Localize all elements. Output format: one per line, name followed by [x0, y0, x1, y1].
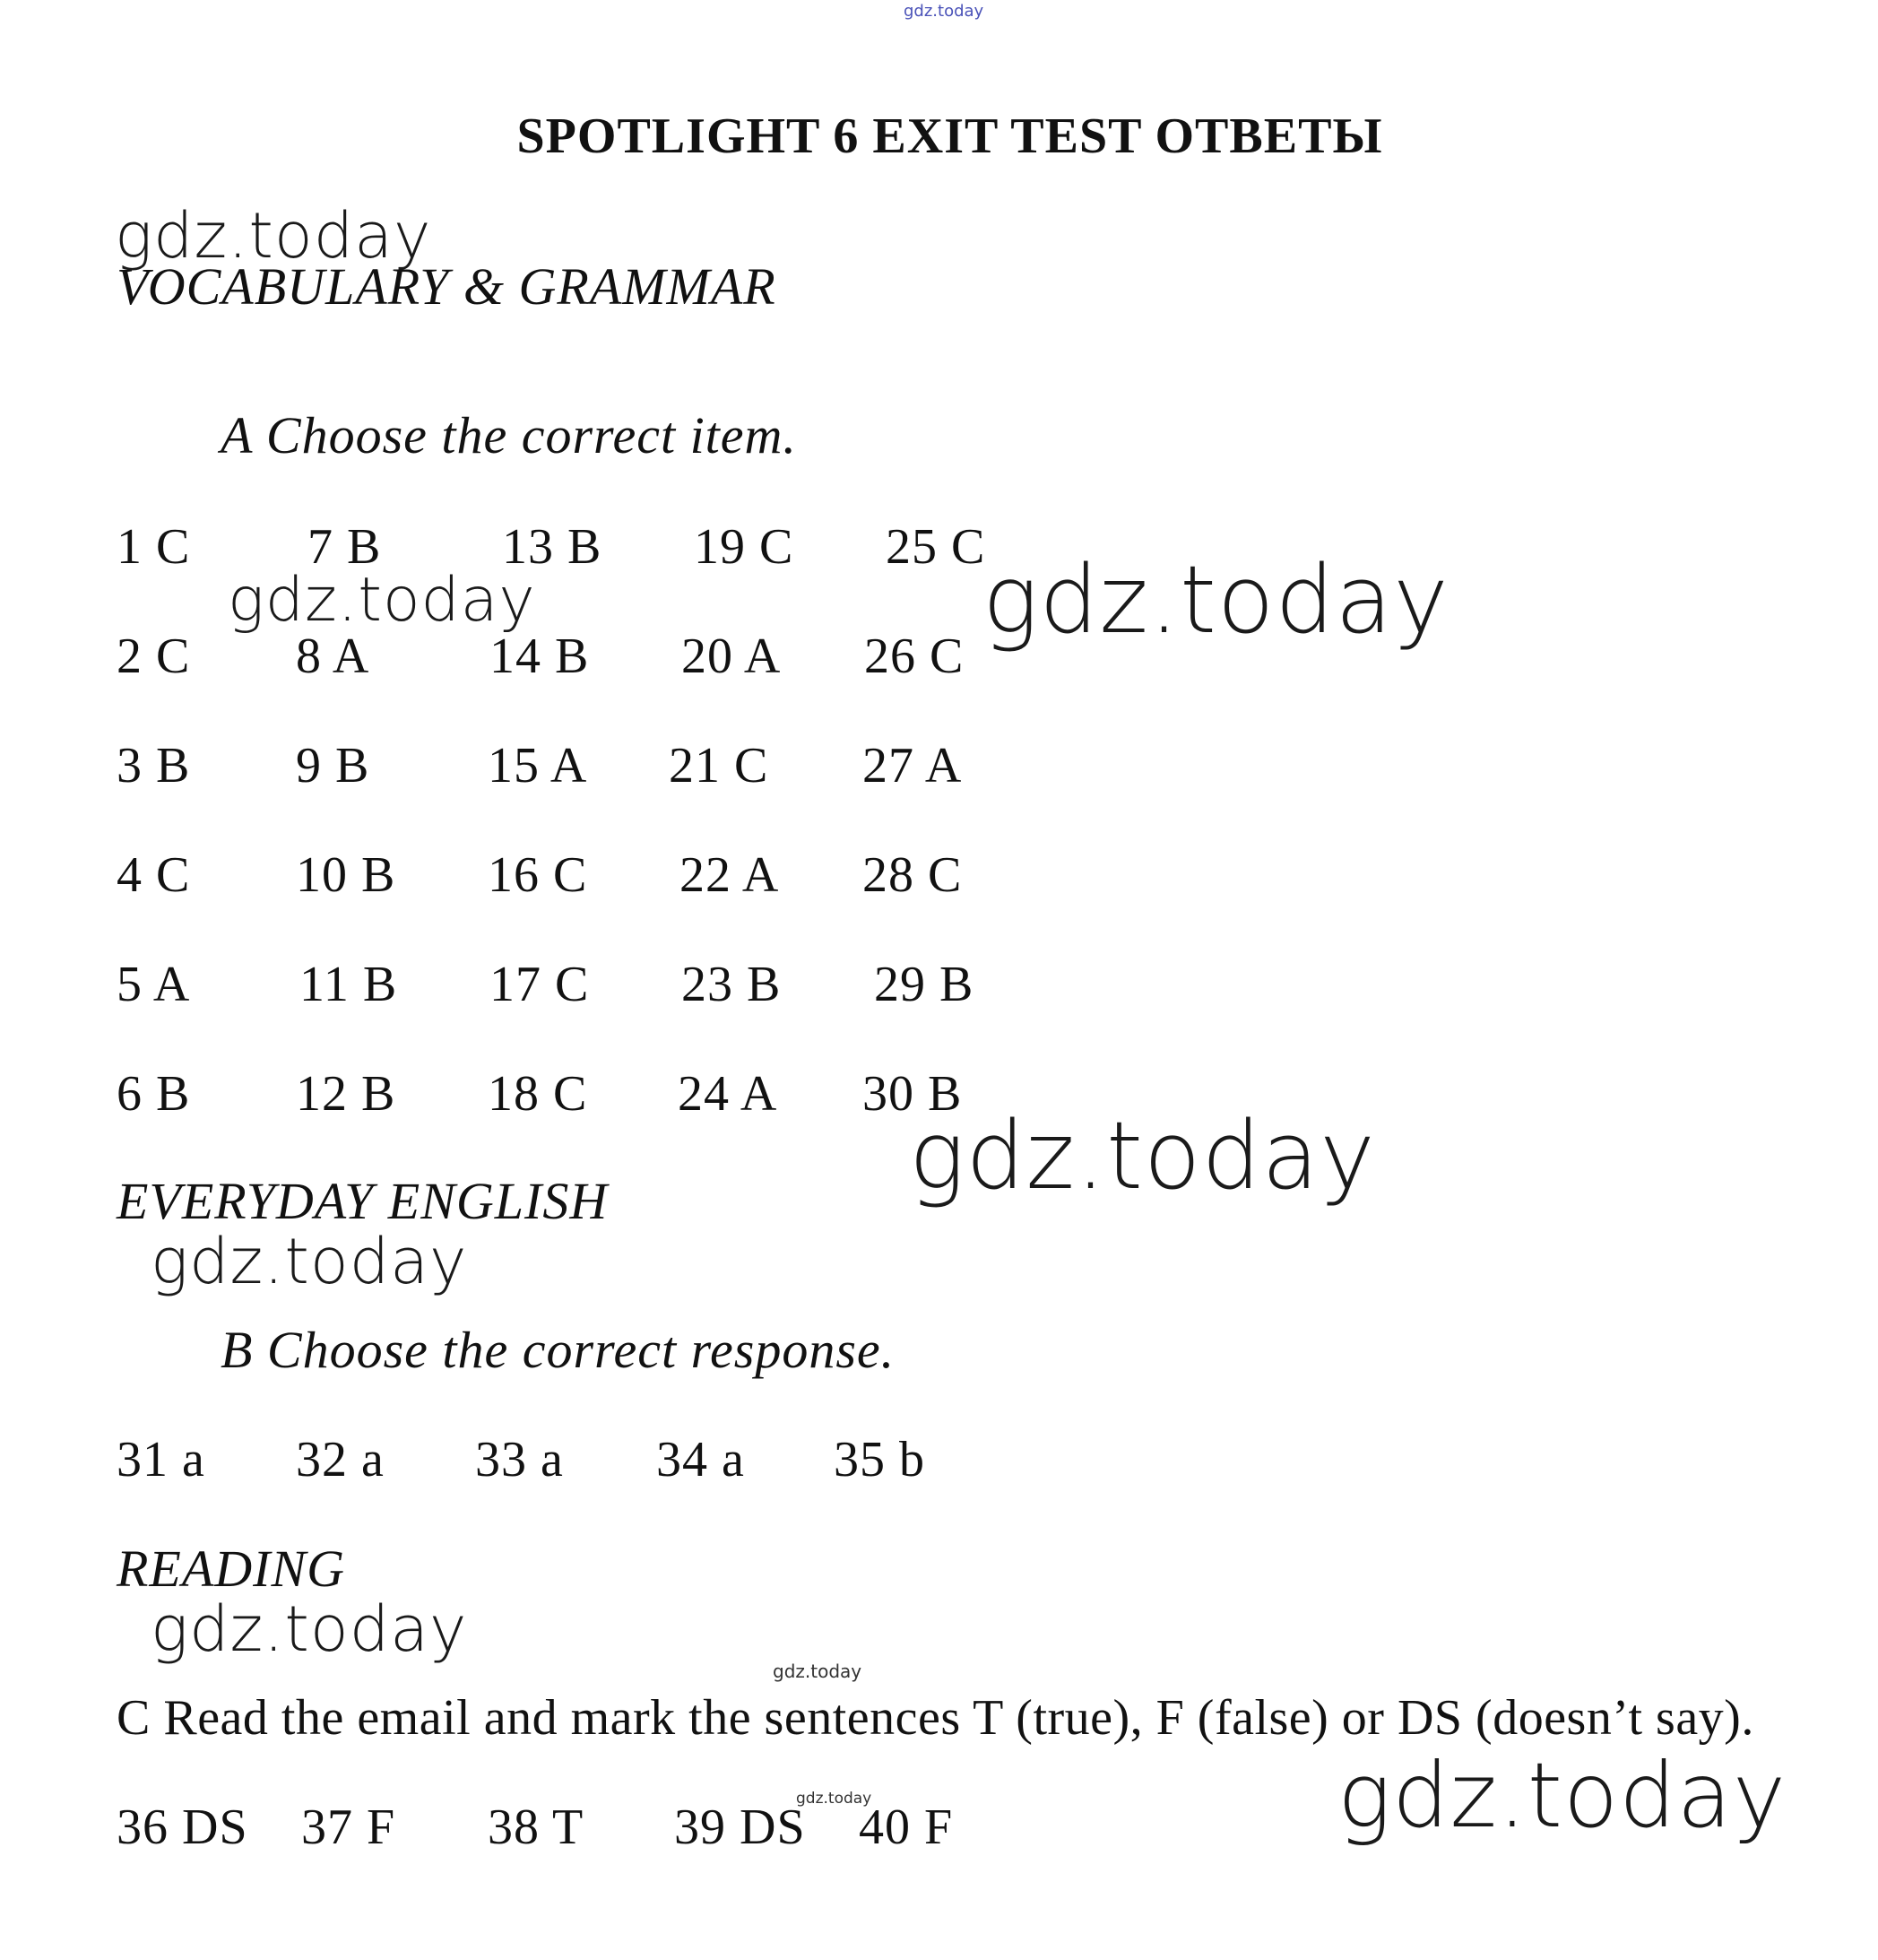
answer-7: 7 B [307, 519, 382, 575]
watermark: gdz.today [982, 545, 1450, 655]
answer-5: 5 A [117, 957, 191, 1012]
section-heading-everyday-english: EVERYDAY ENGLISH [117, 1172, 609, 1230]
answer-27: 27 A [862, 738, 963, 794]
answer-6: 6 B [117, 1066, 191, 1122]
watermark: gdz.today [1337, 1743, 1787, 1848]
section-heading-vocabulary: VOCABULARY & GRAMMAR [117, 257, 776, 316]
answer-33: 33 a [475, 1432, 564, 1487]
answer-14: 14 B [489, 629, 590, 684]
answer-26: 26 C [864, 629, 965, 684]
answer-39: 39 DS [674, 1800, 806, 1855]
top-watermark: gdz.today [904, 2, 984, 21]
answer-38: 38 T [488, 1800, 584, 1855]
answer-21: 21 C [669, 738, 769, 794]
watermark: gdz.today [151, 1225, 468, 1298]
answer-31: 31 a [117, 1432, 205, 1487]
answer-22: 22 A [679, 847, 780, 903]
watermark: gdz.today [228, 565, 536, 636]
answer-10: 10 B [296, 847, 396, 903]
answer-23: 23 B [681, 957, 782, 1012]
answer-11: 11 B [299, 957, 398, 1012]
page-title: SPOTLIGHT 6 EXIT TEST ОТВЕТЫ [516, 108, 1383, 164]
answer-20: 20 A [681, 629, 782, 684]
answer-8: 8 A [296, 629, 370, 684]
answer-2: 2 C [117, 629, 191, 684]
answer-25: 25 C [886, 519, 986, 575]
answer-36: 36 DS [117, 1800, 248, 1855]
answer-16: 16 C [488, 847, 588, 903]
answer-30: 30 B [862, 1066, 963, 1122]
answer-17: 17 C [489, 957, 590, 1012]
answer-28: 28 C [862, 847, 963, 903]
answer-18: 18 C [488, 1066, 588, 1122]
answer-35: 35 b [834, 1432, 925, 1487]
answer-3: 3 B [117, 738, 191, 794]
answer-13: 13 B [502, 519, 602, 575]
answer-32: 32 a [296, 1432, 385, 1487]
answer-24: 24 A [678, 1066, 778, 1122]
answer-4: 4 C [117, 847, 191, 903]
answer-9: 9 B [296, 738, 370, 794]
watermark-small: gdz.today [796, 1790, 872, 1808]
section-heading-reading: READING [117, 1539, 346, 1598]
task-a-instruction: A Choose the correct item. [221, 406, 797, 464]
task-b-instruction: B Choose the correct response. [221, 1321, 896, 1379]
watermark: gdz.today [909, 1101, 1376, 1210]
answer-34: 34 a [656, 1432, 745, 1487]
answer-29: 29 B [874, 957, 974, 1012]
watermark-small: gdz.today [773, 1661, 862, 1682]
answer-12: 12 B [296, 1066, 396, 1122]
answer-19: 19 C [694, 519, 794, 575]
task-c-instruction: C Read the email and mark the sentences T (true), F (false) or DS (doesn’t say). [117, 1690, 1754, 1746]
answer-15: 15 A [488, 738, 588, 794]
answer-40: 40 F [859, 1800, 954, 1855]
watermark: gdz.today [115, 199, 432, 273]
answer-1: 1 C [117, 519, 191, 575]
watermark: gdz.today [151, 1592, 468, 1666]
answer-37: 37 F [301, 1800, 396, 1855]
